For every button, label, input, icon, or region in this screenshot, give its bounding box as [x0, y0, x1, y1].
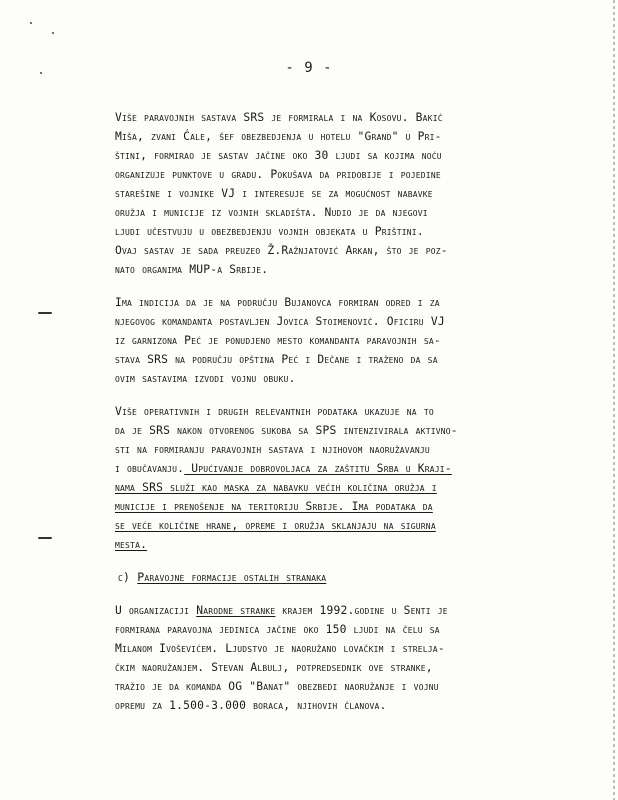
text-line: organizuje punktove u gradu. Pokušava da pridobije i pojedine	[115, 168, 441, 181]
text-line: starešine i vojnike VJ i interesuje se za mogućnost nabavke	[115, 187, 433, 200]
text-line: formirana paravojna jedinica jačine oko 150 ljudi na čelu sa	[115, 623, 440, 636]
text-line: Miša, zvani Ćale, šef obezbedjenja u hotelu "Grand" u Pri-	[115, 130, 442, 143]
scan-edge	[613, 0, 615, 800]
text-fragment: krajem 1992.godine u Senti je	[275, 604, 448, 617]
paragraph-bujanovac	[115, 293, 585, 388]
scan-speck	[30, 22, 32, 24]
text-fragment: U organizaciji	[115, 604, 197, 617]
text-line: ljudi učestvuju u obezbedjenju vojnih objekata u Prištini.	[115, 225, 424, 238]
text-line: ovim sastavima izvodi vojnu obuku.	[115, 372, 296, 385]
text-line: opremu za 1.500-3.000 boraca, njihovih članova.	[115, 699, 387, 712]
underlined-text: nama SRS služi kao maska za nabavku većih količina oružja i	[115, 481, 437, 494]
paragraph-srs-activities	[115, 402, 585, 554]
text-line	[115, 478, 585, 497]
text-line: njegovog komandanta postavljen Jovica Stoimenović. Oficiru VJ	[115, 315, 445, 328]
underlined-text: Narodne stranke	[196, 604, 276, 617]
underlined-text: municije i prenošenje na teritoriju Srbije. Ima podataka da	[115, 500, 433, 513]
text-line	[115, 535, 585, 554]
text-line: iz garnizona Peć je ponudjeno mesto komandanta paravojnih sa-	[115, 334, 441, 347]
text-line: Više operativnih i drugih relevantnih podataka ukazuje na to	[115, 405, 434, 418]
page-number: - 9 -	[285, 60, 333, 76]
text-line	[115, 516, 585, 535]
text-line: Ovaj sastav je sada preuzeo Ž.Ražnjatović Arkan, što je poz-	[115, 244, 448, 257]
underlined-text: mesta.	[115, 538, 148, 551]
section-heading	[118, 570, 326, 584]
margin-mark	[38, 537, 52, 539]
text-line: nato organima MUP-a Srbije.	[115, 263, 269, 276]
text-line: sti na formiranju paravojnih sastava i njihovom naoružavanju	[115, 443, 430, 456]
text-line: stava SRS na području opština Peć i Dečane i traženo da sa	[115, 353, 438, 366]
underlined-text: se veće količine hrane, opreme i oružja sklanjaju na sigurna	[115, 519, 436, 532]
text-line: štini, formirao je sastav jačine oko 30 ljudi sa kojima noću	[115, 149, 442, 162]
text-line	[115, 459, 585, 478]
text-line: Milanom Ivoševićem. Ljudstvo je naoružano lovačkim i strelja-	[115, 642, 445, 655]
text-line: da je SRS nakon otvorenog sukoba sa SPS intenzivirala aktivno-	[115, 424, 458, 437]
section-title: Paravojne formacije ostalih stranaka	[137, 570, 327, 584]
paragraph-narodne-stranke	[115, 601, 585, 715]
text-line	[115, 601, 585, 620]
paragraph-kosovo	[115, 108, 585, 279]
text-line: tražio je da komanda OG "Banat" obezbedi naoružanje i vojnu	[115, 680, 439, 693]
text-fragment: i obučavanju.	[115, 462, 185, 475]
text-line: čkim naoružanjem. Stevan Albulj, potpredsednik ove stranke,	[115, 661, 433, 674]
text-line: Više paravojnih sastava SRS je formirala i na Kosovu. Bakić	[115, 111, 443, 124]
scan-speck	[52, 32, 54, 34]
section-prefix: c)	[118, 570, 138, 584]
underlined-text: Upućivanje dobrovoljaca za zaštitu Srba u Kraji-	[184, 462, 452, 475]
text-line	[115, 497, 585, 516]
text-line: Ima indicija da je na području Bujanovca formiran odred i za	[115, 296, 440, 309]
text-line: oružja i municije iz vojnih skladišta. Nudio je da njegovi	[115, 206, 428, 219]
margin-mark	[38, 312, 52, 314]
